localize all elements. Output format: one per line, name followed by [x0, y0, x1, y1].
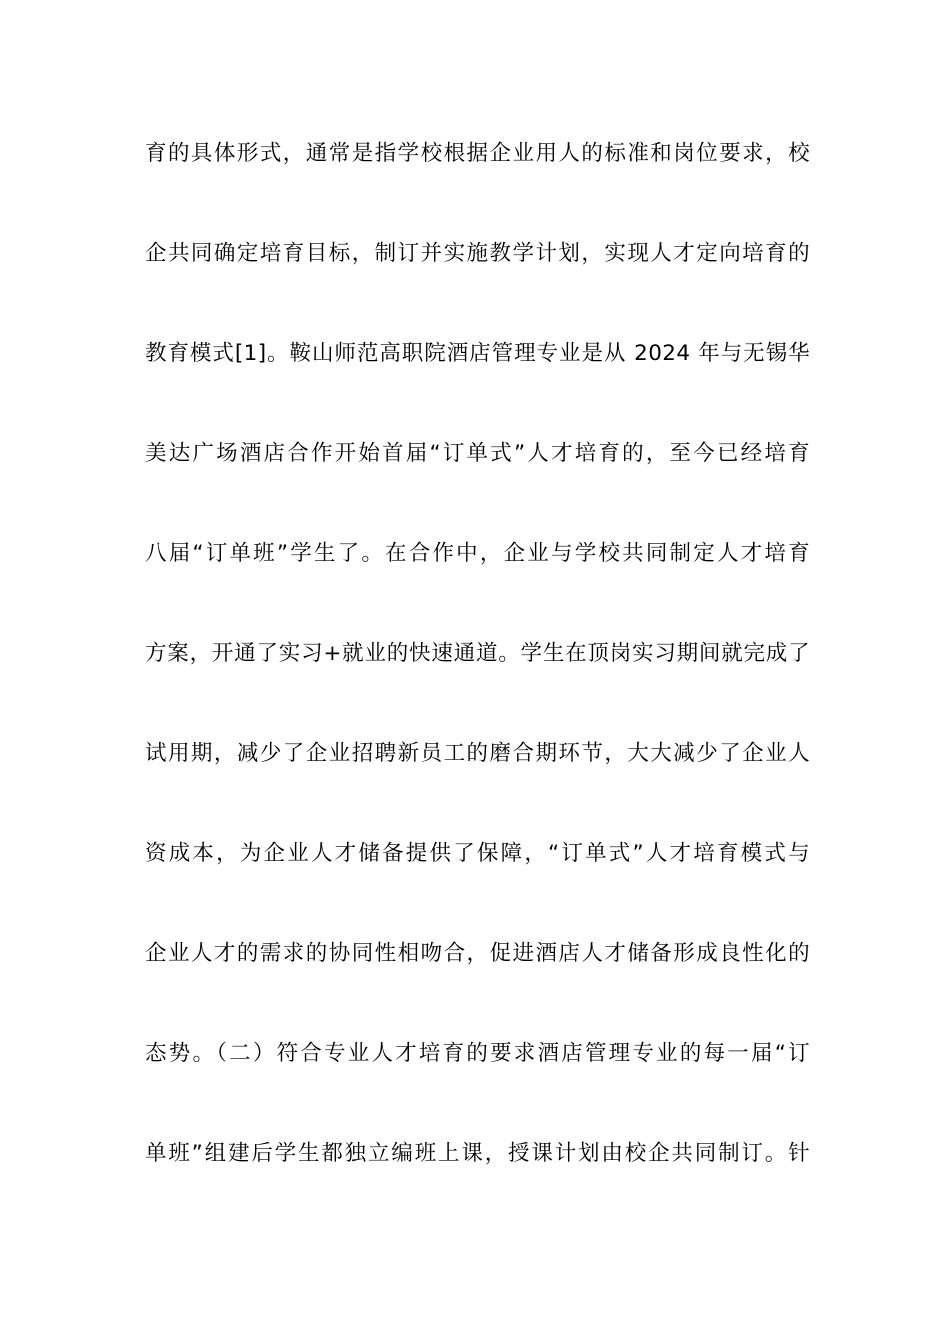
text-line: 试用期，减少了企业招聘新员工的磨合期环节，大大减少了企业人 — [145, 741, 810, 766]
text-line: 教育模式[1]。鞍山师范高职院酒店管理专业是从 2024 年与无锡华 — [145, 341, 810, 366]
text-line: 单班”组建后学生都独立编班上课，授课计划由校企共同制订。针 — [145, 1141, 810, 1166]
text-line: 企共同确定培育目标，制订并实施教学计划，实现人才定向培育的 — [145, 241, 810, 266]
text-line: 企业人才的需求的协同性相吻合，促进酒店人才储备形成良性化的 — [145, 941, 810, 966]
text-line: 态势。（二）符合专业人才培育的要求酒店管理专业的每一届“订 — [145, 1041, 810, 1066]
text-line: 育的具体形式，通常是指学校根据企业用人的标准和岗位要求，校 — [145, 141, 810, 166]
text-line: 美达广场酒店合作开始首届“订单式”人才培育的，至今已经培育 — [145, 441, 810, 466]
text-line: 八届“订单班”学生了。在合作中，企业与学校共同制定人才培育 — [145, 541, 810, 566]
text-line: 资成本，为企业人才储备提供了保障，“订单式”人才培育模式与 — [145, 841, 810, 866]
text-line: 方案，开通了实习+就业的快速通道。学生在顶岗实习期间就完成了 — [145, 641, 810, 666]
body-paragraph — [145, 130, 810, 1230]
